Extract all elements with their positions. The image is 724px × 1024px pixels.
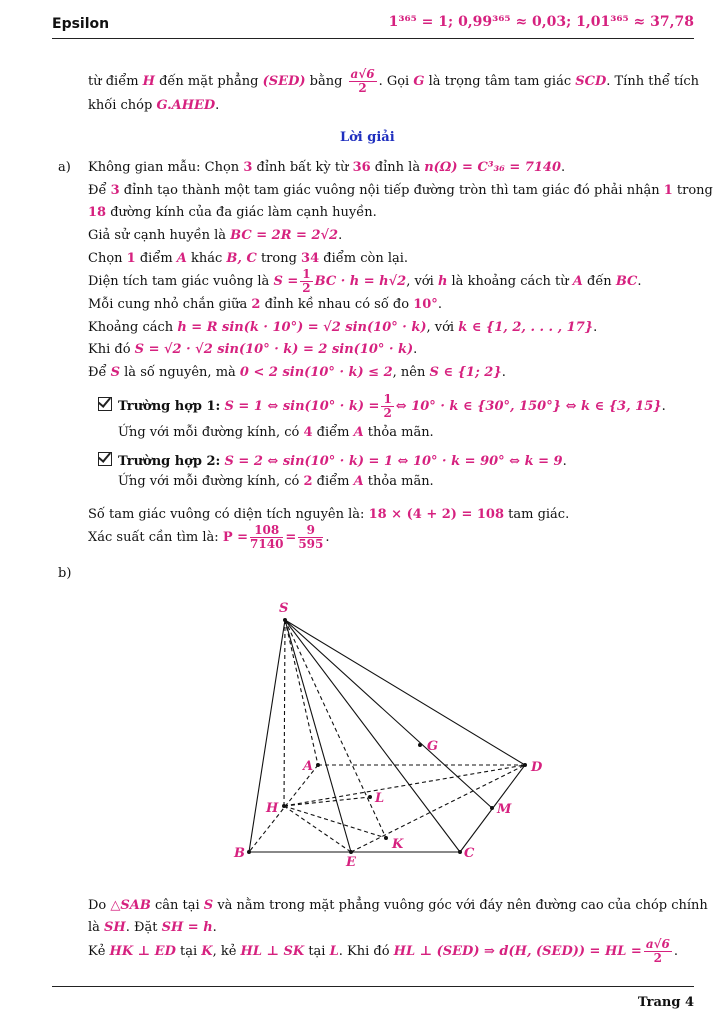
- a-line-4: Giả sử cạnh huyền là BC = 2R = 2√2.: [88, 228, 343, 243]
- part-b-label: b): [58, 566, 72, 581]
- label-H: H: [266, 801, 279, 816]
- a-line-3: 18 đường kính của đa giác làm cạnh huyền.: [88, 205, 377, 220]
- b-line-2: là SH. Đặt SH = h.: [88, 920, 217, 935]
- intro-line-2: khối chóp G.AHED.: [88, 98, 220, 113]
- label-A: A: [303, 759, 314, 774]
- label-S: S: [279, 601, 289, 616]
- edge-SK: [285, 620, 386, 838]
- case-1-line-2: Ứng với mỗi đường kính, có 4 điểm A thỏa mãn.: [118, 425, 434, 440]
- edge-HK: [284, 806, 386, 838]
- case-2-line-2: Ứng với mỗi đường kính, có 2 điểm A thỏa mãn.: [118, 474, 434, 489]
- solution-title: Lời giải: [340, 130, 395, 145]
- page-footer: [52, 986, 694, 1010]
- edge-SB: [249, 620, 285, 852]
- label-C: C: [464, 846, 475, 861]
- label-B: B: [234, 846, 245, 861]
- a-line-7: Mỗi cung nhỏ chắn giữa 2 đỉnh kề nhau có số đo 10°.: [88, 297, 442, 312]
- result-line-1: Số tam giác vuông có diện tích nguyên là: 18 × (4 + 2) = 108 tam giác.: [88, 507, 570, 522]
- edge-SH: [284, 620, 285, 806]
- a-line-10: Để S là số nguyên, mà 0 < 2 sin(10° · k) ≤ 2, nên S ∈ {1; 2}.: [88, 365, 506, 380]
- b-line-3: Kẻ HK ⊥ ED tại K, kẻ HL ⊥ SK tại L. Khi đó HL ⊥ (SED) ⇒ d(H, (SED)) = HL = $\frac{a√6}{2}$ .: [88, 937, 678, 965]
- header-formula: 1³⁶⁵ = 1; 0,99³⁶⁵ ≈ 0,03; 1,01³⁶⁵ ≈ 37,78: [388, 14, 694, 30]
- a-line-9: Khi đó S = √2 · √2 sin(10° · k) = 2 sin(10° · k).: [88, 342, 418, 357]
- label-E: E: [346, 855, 356, 870]
- edge-SM: [285, 620, 492, 808]
- b-line-1: Do △SAB cân tại S và nằm trong mặt phẳng vuông góc với đáy nên đường cao của chóp chính: [88, 898, 708, 913]
- result-line-2: Xác suất cần tìm là: P = $\frac{108}{7140}$ = $\frac{9}{595}$ .: [88, 523, 330, 551]
- edge-AB: [249, 765, 318, 852]
- label-M: M: [497, 802, 512, 817]
- page-number: Trang 4: [637, 995, 694, 1010]
- part-a-label: a): [58, 160, 71, 175]
- intro-line-1: từ điểm H đến mặt phẳng (SED) bằng $\frac{a√6}{2}$ . Gọi G là trọng tâm tam giác SCD. Tính thể tích: [88, 67, 699, 95]
- edge-SC: [285, 620, 460, 852]
- label-G: G: [427, 739, 439, 754]
- a-line-2: Để 3 đỉnh tạo thành một tam giác vuông nội tiếp đường tròn thì tam giác đó phải nhận 1 trong: [88, 183, 713, 198]
- label-L: L: [375, 791, 385, 806]
- edge-HE: [284, 806, 351, 852]
- edge-HD: [284, 765, 525, 806]
- a-line-5: Chọn 1 điểm A khác B, C trong 34 điểm còn lại.: [88, 251, 409, 266]
- label-K: K: [392, 837, 404, 852]
- a-line-1: Không gian mẫu: Chọn 3 đỉnh bất kỳ từ 36 đỉnh là n(Ω) = C³₃₆ = 7140.: [88, 160, 566, 175]
- header-title: Epsilon: [52, 16, 110, 32]
- a-line-6: Diện tích tam giác vuông là S = $\frac{1}{2}$ BC · h = h√2, với h là khoảng cách từ A đến BC.: [88, 267, 642, 295]
- label-D: D: [531, 760, 543, 775]
- a-line-8: Khoảng cách h = R sin(k · 10°) = √2 sin(10° · k), với k ∈ {1, 2, . . . , 17}.: [88, 320, 598, 335]
- edge-SD: [285, 620, 525, 765]
- case-2: Trường hợp 2: S = 2 ⇔ sin(10° · k) = 1 ⇔ 10° · k = 90° ⇔ k = 9.: [98, 452, 567, 469]
- case-1: Trường hợp 1: S = 1 ⇔ sin(10° · k) = $\frac{1}{2}$ ⇔ 10° · k ∈ {30°, 150°} ⇔ k ∈ {3, 15}.: [98, 393, 666, 420]
